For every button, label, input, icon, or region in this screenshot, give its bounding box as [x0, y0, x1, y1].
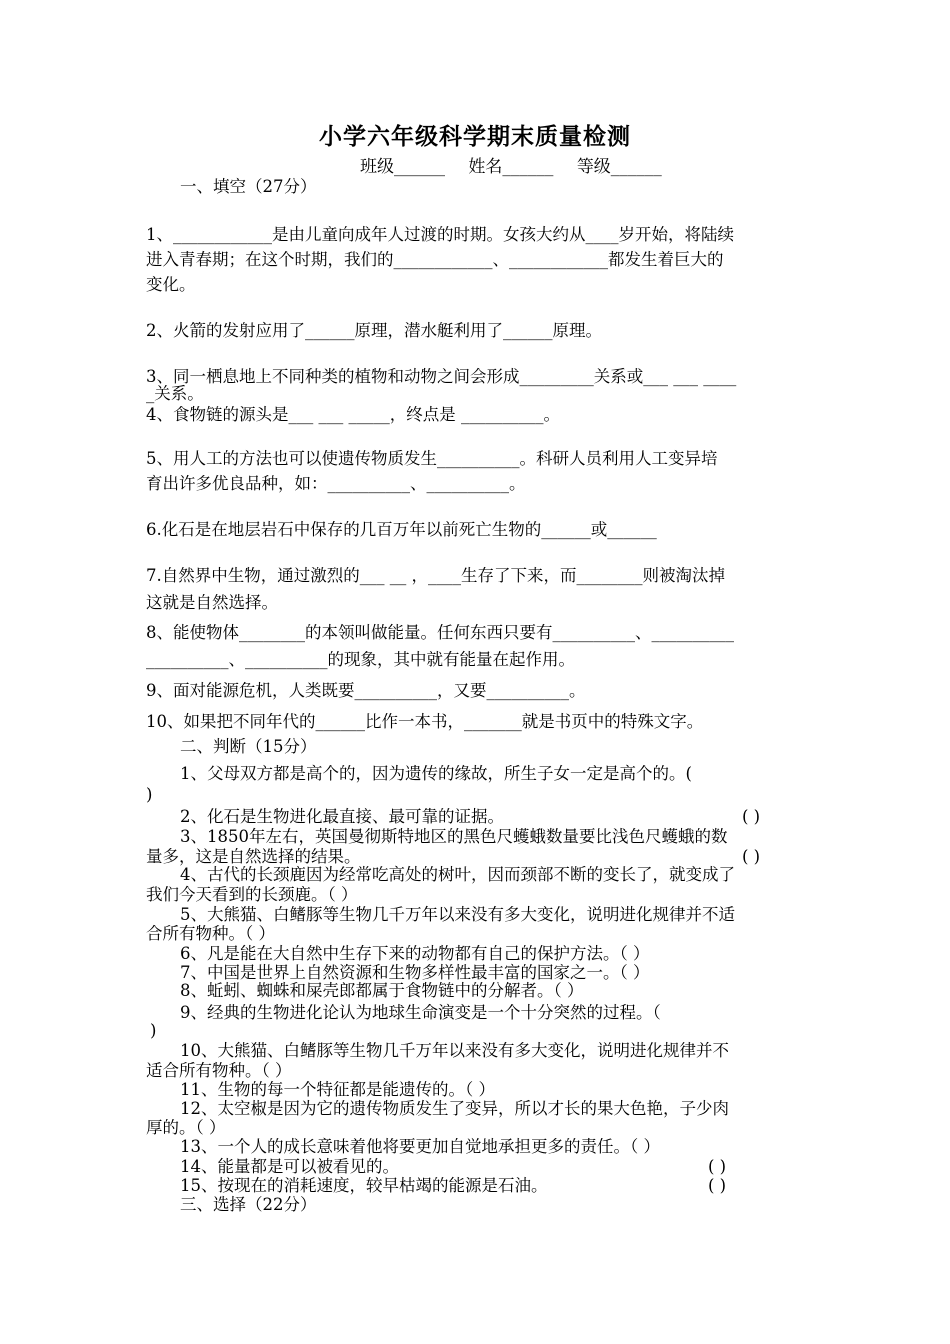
judge-line: 7、中国是世界上自然资源和生物多样性最丰富的国家之一。（ ）	[180, 963, 650, 982]
judge-line: 12、太空椒是因为它的遗传物质发生了变异，所以才长的果大色艳，子少肉	[180, 1099, 729, 1118]
judge-line: 11、生物的每一个特征都是能遗传的。（ ）	[180, 1080, 495, 1099]
judge-line: 厚的。（ ）	[146, 1118, 226, 1137]
page-title: 小学六年级科学期末质量检测	[319, 123, 631, 150]
class-field: 班级______	[360, 157, 445, 177]
judge-line: 合所有物种。（ ）	[146, 924, 275, 943]
fill-line: _关系。	[146, 384, 204, 403]
answer-paren: ( )	[708, 1157, 727, 1176]
judge-line: 14、能量都是可以被看见的。	[180, 1157, 399, 1176]
judge-line: )	[146, 785, 153, 804]
answer-paren: ( )	[742, 847, 761, 866]
judge-line: 9、经典的生物进化论认为地球生命演变是一个十分突然的过程。（	[180, 1003, 661, 1022]
fill-line: 8、能使物体________的本领叫做能量。任何东西只要有__________、__________	[146, 623, 734, 642]
fill-line: 育出许多优良品种，如：__________、__________。	[146, 474, 526, 493]
judge-line: 8、蚯蚓、蜘蛛和屎壳郎都属于食物链中的分解者。（ ）	[180, 981, 584, 1000]
judge-line: 1、父母双方都是高个的，因为遗传的缘故，所生子女一定是高个的。(	[180, 764, 692, 783]
judge-line: 13、一个人的成长意味着他将要更加自觉地承担更多的责任。（ ）	[180, 1137, 660, 1156]
section-heading-choice: 三、选择（22分）	[180, 1195, 317, 1214]
answer-paren: ( )	[742, 807, 761, 826]
fill-line: 1、____________是由儿童向成年人过渡的时期。女孩大约从____岁开始，将陆续	[146, 225, 734, 244]
judge-line: 4、古代的长颈鹿因为经常吃高处的树叶，因而颈部不断的变长了，就变成了	[180, 865, 735, 884]
fill-line: 5、用人工的方法也可以使遗传物质发生__________。科研人员利用人工变异培	[146, 449, 718, 468]
judge-line: 3、1850年左右，英国曼彻斯特地区的黑色尺蠖蛾数量要比浅色尺蠖蛾的数	[180, 827, 728, 846]
fill-line: 6.化石是在地层岩石中保存的几百万年以前死亡生物的______或______	[146, 520, 657, 539]
fill-line: 这就是自然选择。	[146, 593, 278, 612]
judge-line: 我们今天看到的长颈鹿。（ ）	[146, 885, 358, 904]
student-info	[360, 152, 662, 177]
section-heading-judge: 二、判断（15分）	[180, 737, 317, 756]
judge-line: 15、按现在的消耗速度，较早枯竭的能源是石油。	[180, 1176, 548, 1195]
grade-field: 等级______	[576, 157, 662, 177]
fill-line: 4、食物链的源头是___ ___ _____，终点是 __________。	[146, 405, 560, 424]
judge-line: )	[150, 1021, 157, 1040]
section-heading-fill: 一、填空（27分）	[180, 177, 317, 196]
fill-line: 进入青春期；在这个时期，我们的____________、____________都发生着巨大的	[146, 250, 724, 269]
name-field: 姓名______	[468, 157, 554, 177]
fill-line: 3、同一栖息地上不同种类的植物和动物之间会形成_________关系或___ ___ ____	[146, 367, 737, 386]
judge-line: 量多，这是自然选择的结果。	[146, 847, 361, 866]
fill-line: 9、面对能源危机，人类既要__________，又要__________。	[146, 681, 586, 700]
fill-line: 7.自然界中生物，通过激烈的___ __ ，____生存了下来，而________则被淘汰掉	[146, 566, 725, 585]
judge-line: 10、大熊猫、白鳍豚等生物几千万年以来没有多大变化，说明进化规律并不	[180, 1041, 729, 1060]
judge-line: 6、凡是能在大自然中生存下来的动物都有自己的保护方法。（ ）	[180, 944, 650, 963]
fill-line: 10、如果把不同年代的______比作一本书，_______就是书页中的特殊文字。	[146, 712, 704, 731]
fill-line: 变化。	[146, 275, 196, 294]
judge-line: 适合所有物种。（ ）	[146, 1061, 292, 1080]
fill-line: __________、__________的现象，其中就有能量在起作用。	[146, 650, 575, 669]
judge-line: 2、化石是生物进化最直接、最可靠的证据。	[180, 807, 504, 826]
fill-line: 2、火箭的发射应用了______原理，潜水艇利用了______原理。	[146, 321, 602, 340]
answer-paren: ( )	[708, 1176, 727, 1195]
judge-line: 5、大熊猫、白鳍豚等生物几千万年以来没有多大变化，说明进化规律并不适	[180, 905, 735, 924]
